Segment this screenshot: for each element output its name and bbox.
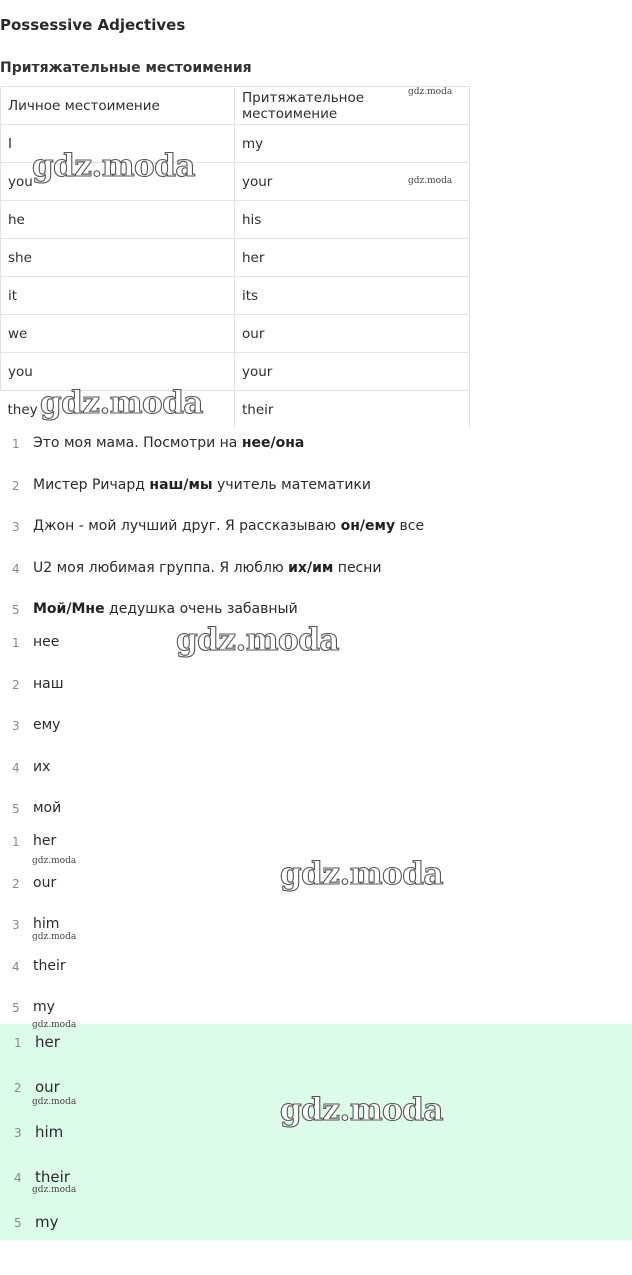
item-number: 2 [14, 1081, 22, 1095]
choice-words: наш/мы [149, 476, 213, 493]
pronoun-table [0, 86, 470, 428]
table-cell: our [235, 315, 470, 353]
exercise-sentences-list [0, 435, 632, 643]
answer-text: нее [33, 634, 60, 650]
answer-text: their [33, 957, 66, 974]
item-number: 3 [12, 719, 20, 734]
table-row [1, 201, 470, 239]
table-cell: his [235, 201, 470, 239]
watermark: gdz.moda [32, 148, 195, 184]
answer-text: their [35, 1168, 70, 1186]
item-number: 5 [12, 802, 20, 817]
list-item [0, 1033, 632, 1078]
watermark-small: gdz.moda [32, 1020, 77, 1030]
answer-text: my [35, 1213, 59, 1231]
table-cell: he [1, 201, 235, 239]
choice-words: нее/она [241, 435, 305, 451]
list-item [0, 717, 632, 759]
table-cell: you [1, 353, 235, 391]
answer-text: her [35, 1033, 60, 1051]
table-cell: you [1, 163, 235, 201]
answer-text: him [35, 1123, 64, 1141]
list-item [0, 518, 632, 560]
table-cell: it [1, 277, 235, 315]
watermark-small: gdz.moda [32, 932, 77, 942]
item-number: 2 [12, 478, 20, 493]
section-title: Притяжательные местоимения [0, 60, 252, 76]
item-number: 3 [12, 520, 20, 535]
item-number: 5 [14, 1216, 22, 1230]
sentence-text: Это моя мама. Посмотри на нее/она [33, 435, 305, 451]
watermark: gdz.moda [40, 385, 203, 421]
answer-text: их [33, 758, 51, 775]
table-cell: your [235, 163, 470, 201]
answer-text: him [33, 916, 60, 933]
table-header-cell: Притяжательное местоимение [235, 87, 470, 125]
item-number: 5 [12, 1001, 20, 1016]
list-item [0, 958, 632, 1000]
sentence-text: Джон - мой лучший друг. Я рассказываю он/ему все [33, 518, 425, 535]
item-number: 4 [12, 959, 20, 974]
item-number: 3 [14, 1126, 22, 1140]
list-item [0, 759, 632, 801]
table-cell: we [1, 315, 235, 353]
item-number: 1 [12, 835, 20, 849]
page-title: Possessive Adjectives [0, 16, 186, 34]
list-item [0, 560, 632, 602]
answer-text: мой [33, 800, 62, 817]
choice-words: их/им [288, 559, 334, 576]
sentence-text: Мистер Ричард наш/мы учитель математики [33, 476, 371, 493]
sentence-text: Мой/Мне дедушка очень забавный [33, 601, 298, 618]
watermark: gdz.moda [176, 622, 339, 658]
item-number: 1 [12, 636, 20, 650]
item-number: 4 [12, 760, 20, 775]
list-item [0, 1168, 632, 1213]
answer-text: our [33, 874, 57, 891]
item-number: 1 [14, 1036, 22, 1050]
choice-words: Мой/Мне [33, 601, 105, 618]
table-cell: her [235, 239, 470, 277]
table-cell: she [1, 239, 235, 277]
watermark: gdz.moda [280, 856, 443, 892]
answer-text: my [33, 999, 55, 1016]
table-row [1, 315, 470, 353]
list-item [0, 1123, 632, 1168]
russian-answers-list [0, 634, 632, 842]
choice-words: он/ему [340, 518, 396, 535]
table-row [1, 277, 470, 315]
list-item [0, 676, 632, 718]
table-header-row [1, 87, 470, 125]
watermark-small: gdz.moda [408, 87, 453, 97]
table-cell: its [235, 277, 470, 315]
item-number: 3 [12, 918, 20, 933]
answer-text: her [33, 833, 57, 849]
answer-text: ему [33, 717, 61, 734]
item-number: 5 [12, 603, 20, 618]
item-number: 4 [12, 561, 20, 576]
answer-text: our [35, 1078, 60, 1096]
watermark-small: gdz.moda [32, 1097, 77, 1107]
list-item [0, 477, 632, 519]
sentence-text: U2 моя любимая группа. Я люблю их/им песни [33, 559, 382, 576]
list-item [0, 435, 632, 477]
watermark-small: gdz.moda [32, 856, 77, 866]
item-number: 1 [12, 437, 20, 451]
table-header-cell: Личное местоимение [1, 87, 235, 125]
table-cell: I [1, 125, 235, 163]
item-number: 4 [14, 1171, 22, 1185]
table-cell: they [1, 391, 235, 429]
final-answers-list [0, 1033, 632, 1258]
list-item [0, 1213, 632, 1258]
table-cell: your [235, 353, 470, 391]
watermark-small: gdz.moda [32, 1185, 77, 1195]
item-number: 2 [12, 876, 20, 891]
table-cell: my [235, 125, 470, 163]
item-number: 2 [12, 677, 20, 692]
table-cell: their [235, 391, 470, 429]
watermark: gdz.moda [280, 1092, 443, 1128]
answer-text: наш [33, 675, 64, 692]
list-item [0, 916, 632, 958]
watermark-small: gdz.moda [408, 176, 453, 186]
table-row [1, 239, 470, 277]
